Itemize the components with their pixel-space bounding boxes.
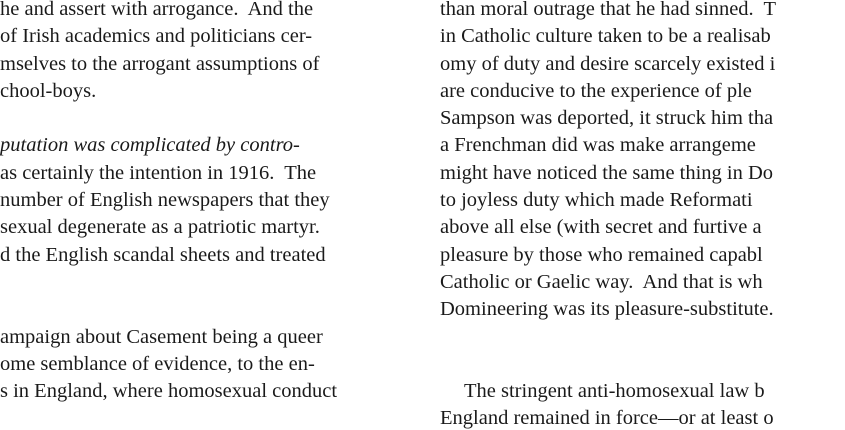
- text-line: might have noticed the same thing in Do: [440, 161, 774, 184]
- text-line: are conducive to the experience of ple: [440, 79, 752, 102]
- text-line: chool-boys.: [0, 79, 97, 102]
- text-line: than moral outrage that he had sinned. T: [440, 0, 777, 20]
- text-line: s in England, where homosexual conduct: [0, 380, 338, 403]
- text-line: of Irish academics and politicians cer-: [0, 25, 313, 48]
- text-line: Sampson was deported, it struck him tha: [440, 107, 774, 130]
- text-line: in Catholic culture taken to be a realisab: [440, 25, 771, 48]
- paragraph-gap: [440, 351, 845, 378]
- text-line: ampaign about Casement being a queer: [0, 325, 323, 348]
- text-line: England remained in force—or at least o: [440, 407, 774, 430]
- text-line: d the English scandal sheets and treated: [0, 243, 326, 266]
- text-line: he and assert with arrogance. And the: [0, 0, 314, 20]
- text-line-indented: The stringent anti-homosexual law b: [464, 380, 765, 403]
- text-line: mselves to the arrogant assumptions of: [0, 52, 320, 75]
- right-text-column: [440, 0, 845, 430]
- text-line: Catholic or Gaelic way. And that is wh: [440, 270, 763, 293]
- text-line: as certainly the intention in 1916. The: [0, 161, 317, 184]
- text-line-italic: putation was complicated by contro-: [0, 134, 300, 157]
- text-line: a Frenchman did was make arrangeme: [440, 134, 756, 157]
- text-line: pleasure by those who remained capabl: [440, 243, 763, 266]
- paragraph-gap: [440, 324, 845, 351]
- paragraph-gap: [0, 269, 408, 296]
- text-line: Domineering was its pleasure-substitute.: [440, 298, 774, 321]
- text-line: above all else (with secret and furtive a: [440, 216, 762, 239]
- text-line: number of English newspapers that they: [0, 189, 330, 212]
- left-text-column: [0, 0, 408, 405]
- paragraph-gap: [0, 296, 408, 323]
- text-line: sexual degenerate as a patriotic martyr.: [0, 216, 320, 239]
- text-line: omy of duty and desire scarcely existed i: [440, 52, 776, 75]
- text-line: ome semblance of evidence, to the en-: [0, 352, 315, 375]
- paragraph-gap: [0, 105, 408, 132]
- text-line: to joyless duty which made Reformati: [440, 189, 753, 212]
